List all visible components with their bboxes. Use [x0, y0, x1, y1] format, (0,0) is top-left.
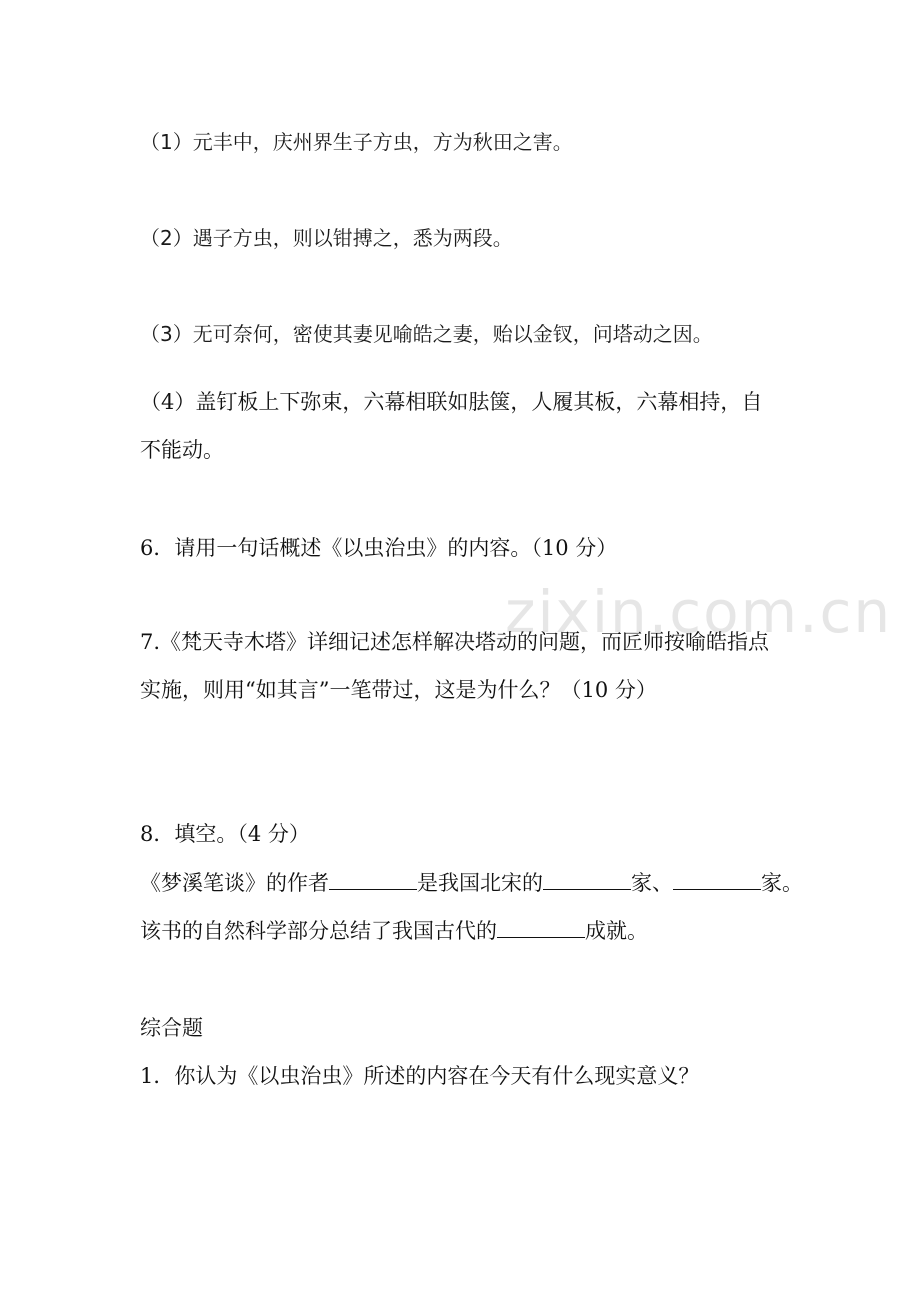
- question-8-title: 8．填空。（4 分）: [140, 822, 310, 846]
- q8-text-author: 《梦溪笔谈》的作者: [140, 871, 329, 895]
- question-7-line-1: 7.《梵天寺木塔》详细记述怎样解决塔动的问题，而匠师按喻皓指点: [140, 630, 770, 654]
- sentence-1: （1）元丰中，庆州界生子方虫，方为秋田之害。: [140, 130, 573, 154]
- q8-text-jia-2: 家。: [761, 871, 803, 895]
- blank-field-2[interactable]: [673, 871, 761, 890]
- q8-text-summary: 该书的自然科学部分总结了我国古代的: [140, 919, 497, 943]
- watermark: zixin.com.cn: [505, 578, 893, 646]
- question-7-line-2: 实施，则用“如其言”一笔带过，这是为什么？（10 分）: [140, 678, 657, 702]
- sentence-4: （4）盖钉板上下弥束，六幕相联如胠箧，人履其板，六幕相持，自: [140, 390, 763, 414]
- blank-achievement[interactable]: [497, 919, 585, 938]
- sentence-4-continued: 不能动。: [140, 438, 224, 462]
- q8-text-era: 是我国北宋的: [417, 871, 543, 895]
- sentence-2: （2）遇子方虫，则以钳搏之，悉为两段。: [140, 226, 513, 250]
- blank-field-1[interactable]: [543, 871, 631, 890]
- section-heading-comprehensive: 综合题: [140, 1016, 203, 1040]
- question-8-line-1: [140, 869, 803, 897]
- sentence-3: （3）无可奈何，密使其妻见喻皓之妻，贻以金钗，问塔动之因。: [140, 322, 713, 346]
- blank-author[interactable]: [329, 871, 417, 890]
- q8-text-jia-1: 家、: [631, 871, 673, 895]
- question-6: 6．请用一句话概述《以虫治虫》的内容。（10 分）: [140, 536, 618, 560]
- question-8-line-2: [140, 917, 648, 945]
- q8-text-end: 成就。: [585, 919, 648, 943]
- comprehensive-question-1: 1．你认为《以虫治虫》所述的内容在今天有什么现实意义？: [140, 1064, 700, 1088]
